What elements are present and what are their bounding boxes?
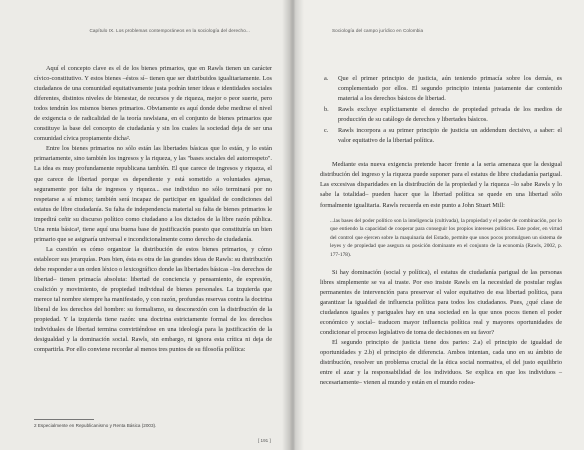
book-gutter-shadow — [282, 0, 304, 450]
right-body-text — [320, 160, 562, 388]
list-marker: b. — [324, 106, 329, 114]
list-item-text: Rawls incorpora a su primer principio de justicia un addendum decisivo, a saber: el valor equitativo de la libertad política. — [338, 127, 562, 145]
list-item — [324, 126, 562, 146]
principles-list — [320, 40, 562, 146]
left-paragraph-1: Aquí el concepto clave es el de los bienes primarios, que en Rawls tienen un carácter cívico-constitutivo. Y estos bienes –éstos sí– tienen que ser distribuidos igualitariamente. Los ciudadanos de una comunidad equitativamente justa podrán tener ideas e identidades sociales diferentes, distintos niveles de bienestar, de recursos y de riqueza, mejor o peor suerte, pero todos tendrán los mismos bienes primarios. Obviamente es aquí donde debe medirse el nivel de exigencia o de radicalidad de la teoría rawlsiana, en el conjunto de bienes primarios que constituye la base del concepto de ciudadanía y sin los cuales la sociedad deja de ser una comunidad cívica propiamente dicha². — [34, 65, 272, 143]
footnote: 2 Especialmente en Republicanismo y Renta Básica (2003). — [34, 423, 157, 428]
list-item — [324, 74, 562, 104]
left-running-head: Capítulo IX. Los problemas contemporáneos en la sociología del derecho... — [89, 28, 250, 33]
list-item-text: Rawls excluye explícitamente el derecho de propiedad privada de los medios de producción de su catálogo de derechos y libertades básicos. — [338, 106, 562, 124]
left-paragraph-2: Entre los bienes primarios no sólo están las libertades básicas que lo están, y lo están primariamente, sino también los ingresos y la riqueza, y las "bases sociales del autorrespeto". La idea es muy profundamente republicana también. El que carece de ingresos y riqueza, el que carece de libertad porque es dependiente y está sometido a voluntades ajenas, seguramente por falta de ingresos y riqueza... ese individuo no sólo terminará por no respetarse a sí mismo; también será incapaz de participar en igualdad de condiciones del estatus de libre ciudadanía. Su falta de independencia material su falta de bienes primarios le impedirá ceñir su discurso político como ciudadano a los dictados de la libre razón pública. Una renta básica³, tiene aquí una buena base de justificación puesto que constituiría un bien primario que se asignaría universal e incondicionalmente como derecho de ciudadanía. — [34, 145, 272, 243]
right-page — [292, 0, 584, 450]
left-paragraph-3: La cuestión es cómo organizar la distribución de estos bienes primarios, y cómo establecer sus jerarquías. Pues bien, ésta es otra de las grandes ideas de Rawls: su distribución debe responder a un orden léxico o lexicográfico donde las libertades básicas –los derechos de libertad– tienen primacía absoluta: libertad de conciencia y pensamiento, de expresión, coalición y movimiento, de propiedad individual de bienes personales. La izquierda que merece tal nombre siempre ha manifestado, y con razón, profundas reservas contra la doctrina liberal de los derechos del hombre: su formalismo, su desconexión con la distribución de la propiedad. Y la izquierda tiene razón: una doctrina estrictamente formal de los derechos individuales de libertad termina convirtiéndose en una ideología para la justificación de la desigualdad y la dominación social. Rawls, sin embargo, ni ignora esta crítica ni deja de compartirla. Por ello conviene recordar al menos tres puntos de su filosofía política: — [34, 245, 272, 354]
list-item-text: Que el primer principio de justicia, aún teniendo primacía sobre los demás, es complementado por ellos. El segundo principio intenta justamente dar contenido material a los derechos básicos de libertad. — [338, 75, 562, 103]
footnote-rule — [34, 419, 94, 420]
left-body-text — [34, 40, 272, 355]
right-paragraph-3: El segundo principio de justicia tiene dos partes: 2.a) el principio de igualdad de oportunidades y 2.b) el principio de diferencia. Ambos intentan, cada uno en su ámbito de distribución, resolver un problema crucial de la ética social normativa, el del justo equilibrio entre el azar y la responsabilidad de los individuos. Se explica en que los individuos –necesariamente– vienen al mundo y están en el mundo rodea- — [320, 338, 562, 387]
right-paragraph-1: Mediante esta nueva exigencia pretende hacer frente a la seria amenaza que la desigual distribución del ingreso y la riqueza puede suponer para el estatus de libre ciudadanía parigual. Las excesivas disparidades en la distribución de la propiedad y la riqueza –lo sabe Rawls y lo sabe la totalidad– pueden hacer que la libertad política se quede en una libertad sólo formalmente igualitaria. Rawls recuerda en este punto a John Stuart Mill: — [320, 161, 562, 209]
list-item — [324, 105, 562, 125]
page-number: [ 191 ] — [258, 438, 271, 443]
list-marker: a. — [324, 75, 329, 82]
list-marker: c. — [324, 127, 329, 135]
left-page — [0, 0, 290, 450]
right-paragraph-2: Si hay dominación (social y política), el estatus de ciudadanía parigual de las personas libres simplemente se va al traste. Por eso insiste Rawls en la necesidad de postular reglas permanentes de intervención para preservar el valor equitativo de esa libertad política, para garantizar la igualdad de influencia política para todos los ciudadanos. Pues, ¿qué clase de ciudadanos iguales y pariguales hay en una sociedad en la que unos pocos tienen el poder económico y social– traducen mayor influencia política real y mayores oportunidades de condicionar el proceso legislativo de toma de decisiones en su favor? — [320, 268, 562, 336]
block-quote: ...las bases del poder político son la inteligencia (cultivada), la propiedad y el poder de combinación, por lo que entiendo la capacidad de cooperar para conseguir los propios intereses políticos. Este poder, en virtud del control que ejercen sobre la maquinaria del Estado, permite que unos pocos promulguen un sistema de leyes y de propiedad que asegura su posición dominante en el conjunto de la economía (Rawls, 2002, p. 177-178). — [330, 217, 562, 258]
right-running-head: Sociología del campo jurídico en Colombia — [332, 28, 424, 33]
